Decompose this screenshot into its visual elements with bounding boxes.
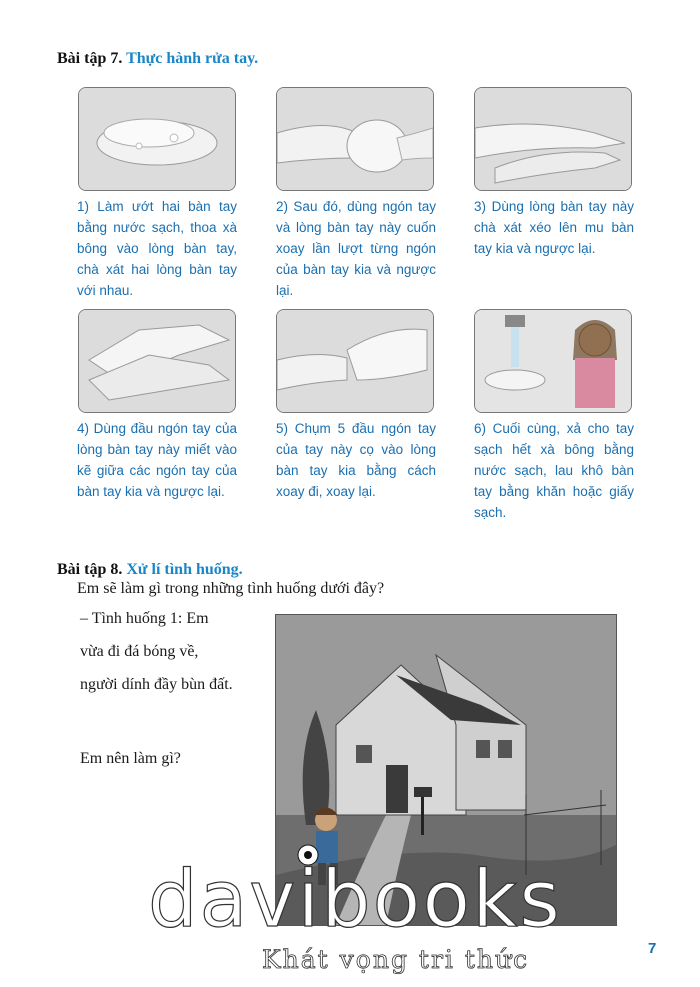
step-1-illustration <box>78 87 236 191</box>
exercise-7-heading <box>57 50 258 68</box>
exercise-7-title: Thực hành rửa tay. <box>126 50 259 67</box>
watermark-slogan: Khát vọng tri thức <box>262 945 530 974</box>
step-3-caption: 3) Dùng lòng bàn tay này chà xát xéo lên mu bàn tay kia và ngược lại. <box>474 199 634 256</box>
step-3-illustration <box>474 87 632 191</box>
exercise-8-heading <box>57 561 243 579</box>
step-4-illustration <box>78 309 236 413</box>
step-6-caption: 6) Cuối cùng, xả cho tay sạch hết xà bông bằng nước sạch, lau khô bàn tay bằng khăn hoặc giấy sạch. <box>474 421 634 520</box>
situation-line-3: người dính đầy bùn đất. <box>80 676 233 693</box>
step-2-caption: 2) Sau đó, dùng ngón tay và lòng bàn tay này cuốn xoay lần lượt từng ngón của bàn tay kia và ngược lại. <box>276 199 436 298</box>
step-1-caption: 1) Làm ướt hai bàn tay bằng nước sạch, thoa xà bông vào lòng bàn tay, chà xát hai lòng bàn tay với nhau. <box>77 199 237 298</box>
exercise-8-question: Em sẽ làm gì trong những tình huống dưới đây? <box>77 580 385 597</box>
exercise-7-number: Bài tập 7. <box>57 50 123 67</box>
step-6-illustration <box>474 309 632 413</box>
exercise-8-title: Xử lí tình huống. <box>126 561 243 578</box>
exercise-8-number: Bài tập 8. <box>57 561 123 578</box>
step-4-caption: 4) Dùng đầu ngón tay của lòng bàn tay này miết vào kẽ giữa các ngón tay của bàn tay kia và ngược lại. <box>77 421 237 499</box>
step-2-illustration <box>276 87 434 191</box>
situation-prompt: Em nên làm gì? <box>80 750 181 767</box>
situation-line-2: vừa đi đá bóng về, <box>80 643 199 660</box>
watermark-brand: davibooks <box>148 855 562 945</box>
situation-line-1: – Tình huống 1: Em <box>80 610 209 627</box>
step-5-caption: 5) Chụm 5 đầu ngón tay của tay này cọ vào lòng bàn tay kia bằng cách xoay đi, xoay lại. <box>276 421 436 499</box>
step-5-illustration <box>276 309 434 413</box>
page-number: 7 <box>648 940 657 957</box>
